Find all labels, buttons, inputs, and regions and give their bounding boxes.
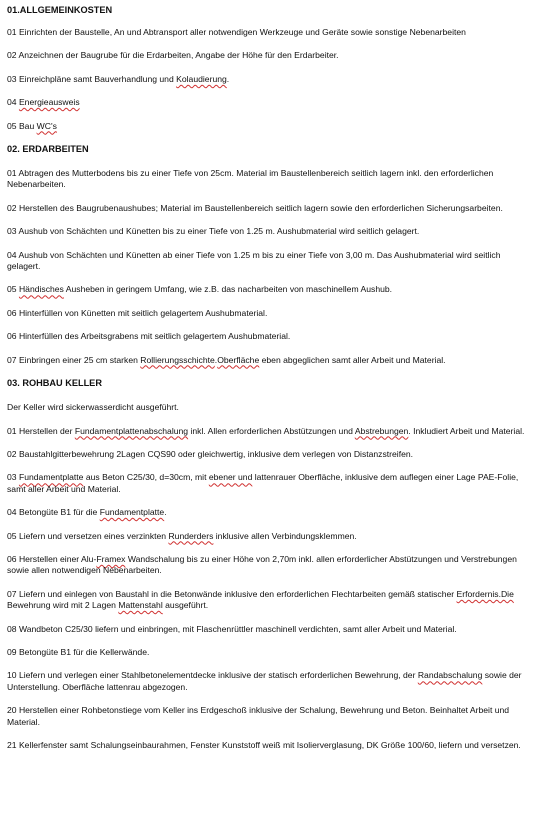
misspelled-word: Framex — [96, 553, 126, 564]
misspelled-word: Mattenstahl — [118, 600, 163, 611]
misspelled-word: Randabschalung — [417, 670, 483, 681]
paragraph: 06 Hinterfüllen von Künetten mit seitlich gelagertem Aushubmaterial. — [7, 307, 268, 318]
misspelled-word: Fundamentplattenabschalung — [74, 425, 189, 436]
paragraph: 06 Herstellen einer Alu-Framex Wandschalung bis zu einer Höhe von 2,70m inkl. allen erforderlicher Abstützungen und Verstrebungen sowie allen notwendigen Nebenarbeiten. — [7, 553, 517, 576]
paragraph: 08 Wandbeton C25/30 liefern und einbringen, mit Flaschenrüttler maschinell verdichten, samt aller Arbeit und Material. — [7, 623, 457, 634]
paragraph: 02 Anzeichnen der Baugrube für die Erdarbeiten, Angabe der Höhe für den Erdarbeiter. — [7, 50, 339, 61]
paragraph: 01 Abtragen des Mutterbodens bis zu einer Tiefe von 25cm. Material im Baustellenbereich seitlich lagern inkl. den erforderlichen Nebenarbeiten. — [7, 168, 494, 190]
paragraph: 02 Herstellen des Baugrubenaushubes; Material im Baustellenbereich seitlich lagern sowie den erforderlichen Sicherungsarbeiten. — [7, 202, 503, 213]
misspelled-word: Fundamentplatte — [18, 472, 84, 483]
misspelled-word: Rollierungsschichte — [140, 354, 215, 365]
paragraph: 07 Liefern und einlegen von Baustahl in die Betonwände inklusive den erforderlichen Flechtarbeiten gemäß statischer Erfordernis.Die Bewehrung wird mit 2 Lagen Mattenstahl ausgeführt. — [7, 588, 514, 611]
misspelled-word: Kolaudierung — [176, 73, 227, 84]
section-allgemeinkosten — [7, 5, 533, 132]
paragraph: 04 Energieausweis — [7, 97, 80, 108]
paragraph: Der Keller wird sickerwasserdicht ausgeführt. — [7, 402, 179, 413]
paragraph: 05 Liefern und versetzen eines verzinkten Runderders inklusive allen Verbindungsklemmen. — [7, 530, 357, 541]
section-heading: 02. ERDARBEITEN — [7, 144, 89, 155]
misspelled-word: Händisches — [18, 284, 64, 295]
paragraph: 21 Kellerfenster samt Schalungseinbaurahmen, Fenster Kunststoff weiß mit Isolierverglasung, DK Größe 100/60, liefern und versetzen. — [7, 740, 521, 750]
misspelled-word: ebener und — [208, 472, 253, 483]
section-heading: 03. ROHBAU KELLER — [7, 378, 102, 389]
misspelled-word: Fundamentplatte — [99, 507, 165, 518]
section-heading: 01.ALLGEMEINKOSTEN — [7, 5, 113, 15]
paragraph: 10 Liefern und verlegen einer Stahlbetonelementdecke inklusive der statisch erforderlichen Bewehrung, der Randabschalung sowie der Unterstellung. Oberfläche lattenrau abgezogen. — [7, 670, 522, 692]
paragraph: 03 Aushub von Schächten und Künetten bis zu einer Tiefe von 1.25 m. Aushubmaterial wird seitlich gelagert. — [7, 226, 420, 237]
section-erdarbeiten — [7, 144, 533, 366]
paragraph: 03 Einreichpläne samt Bauverhandlung und Kolaudierung. — [7, 73, 230, 84]
misspelled-word: Energieausweis — [18, 97, 80, 108]
paragraph: 01 Einrichten der Baustelle, An und Abtransport aller notwendigen Werkzeuge und Geräte sowie sonstige Nebenarbeiten — [7, 27, 466, 37]
paragraph: 07 Einbringen einer 25 cm starken Rollierungsschichte.Oberfläche eben abgeglichen samt aller Arbeit und Material. — [7, 354, 446, 365]
paragraph: 04 Aushub von Schächten und Künetten ab einer Tiefe von 1.25 m bis zu einer Tiefe von 3,00 m. Das Aushubmaterial wird seitlich gelagert. — [7, 249, 501, 272]
misspelled-word: Abstrebungen — [354, 425, 409, 436]
misspelled-word: Runderders — [168, 530, 214, 541]
paragraph: 05 Bau WC's — [7, 120, 57, 131]
paragraph: 02 Baustahlgitterbewehrung 2Lagen CQS90 oder gleichwertig, inklusive dem verlegen von Distanzstreifen. — [7, 448, 414, 459]
misspelled-word: WC's — [36, 120, 57, 131]
misspelled-word: Oberfläche — [217, 354, 260, 365]
paragraph: 03 Fundamentplatte aus Beton C25/30, d=30cm, mit ebener und lattenrauer Oberfläche, inklusive dem auflegen einer Lage PAE-Folie, samt aller Arbeit und Material. — [7, 472, 519, 494]
section-rohbau-keller — [7, 378, 533, 751]
paragraph: 05 Händisches Ausheben in geringem Umfang, wie z.B. das nacharbeiten von maschinellem Aushub. — [7, 284, 393, 295]
misspelled-word: Erfordernis.Die — [456, 588, 514, 599]
paragraph: 06 Hinterfüllen des Arbeitsgrabens mit seitlich gelagertem Aushubmaterial. — [7, 331, 291, 342]
paragraph: 20 Herstellen einer Rohbetonstiege vom Keller ins Erdgeschoß inklusive der Schalung, Bewehrung und Beton. Beinhaltet Arbeit und Material. — [7, 705, 510, 727]
paragraph: 04 Betongüte B1 für die Fundamentplatte. — [7, 507, 167, 518]
paragraph: 01 Herstellen der Fundamentplattenabschalung inkl. Allen erforderlichen Abstützungen und Abstrebungen. Inkludiert Arbeit und Material. — [7, 425, 525, 436]
paragraph: 09 Betongüte B1 für die Kellerwände. — [7, 646, 150, 657]
